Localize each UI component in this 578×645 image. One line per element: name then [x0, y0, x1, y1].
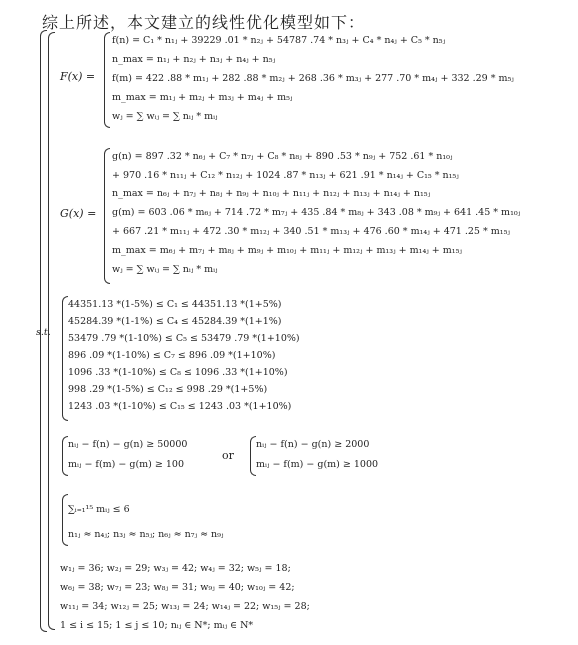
f-line: f(m) = 422 .88 * m₁ⱼ + 282 .88 * m₂ⱼ + 268 .36 * m₃ⱼ + 277 .70 * m₄ⱼ + 332 .29 * m₅ⱼ: [112, 73, 514, 84]
ineq-right-line: nᵢⱼ − f(n) − g(n) ≥ 2000: [256, 439, 370, 450]
section-title: 综上所述，本文建立的线性优化模型如下：: [42, 13, 366, 32]
ineq-left-line: mᵢⱼ − f(m) − g(m) ≥ 100: [68, 459, 184, 470]
c-line: 44351.13 *(1-5%) ≤ C₁ ≤ 44351.13 *(1+5%): [68, 299, 282, 310]
g-line: n_max = n₆ⱼ + n₇ⱼ + n₈ⱼ + n₉ⱼ + n₁₀ⱼ + n₁₁ⱼ + n₁₂ⱼ + n₁₃ⱼ + n₁₄ⱼ + n₁₅ⱼ: [112, 188, 431, 199]
g-line: g(m) = 603 .06 * m₆ⱼ + 714 .72 * m₇ⱼ + 435 .84 * m₈ⱼ + 343 .08 * m₉ⱼ + 641 .45 * m₁₀ⱼ: [112, 207, 521, 218]
or-label: or: [222, 449, 234, 462]
w-line: w₆ⱼ = 38; w₇ⱼ = 23; w₈ⱼ = 31; w₉ⱼ = 40; w₁₀ⱼ = 42;: [60, 582, 295, 593]
g-line: wⱼ = ∑ wᵢⱼ = ∑ nᵢⱼ * mᵢⱼ: [112, 264, 218, 275]
g-brace: [104, 148, 110, 284]
g-line: + 667 .21 * m₁₁ⱼ + 472 .30 * m₁₂ⱼ + 340 .51 * m₁₃ⱼ + 476 .60 * m₁₄ⱼ + 471 .25 * m₁₅ⱼ: [112, 226, 510, 237]
f-line: f(n) = C₁ * n₁ⱼ + 39229 .01 * n₂ⱼ + 54787 .74 * n₃ⱼ + C₄ * n₄ⱼ + C₅ * n₅ⱼ: [112, 35, 446, 46]
ineq-left-line: nᵢⱼ − f(n) − g(n) ≥ 50000: [68, 439, 188, 450]
g-line: g(n) = 897 .32 * n₆ⱼ + C₇ * n₇ⱼ + C₈ * n₈ⱼ + 890 .53 * n₉ⱼ + 752 .61 * n₁₀ⱼ: [112, 151, 453, 162]
sum-line: ∑ᵢ₌₁¹⁵ mᵢⱼ ≤ 6: [68, 504, 130, 515]
c-line: 1243 .03 *(1-10%) ≤ C₁₅ ≤ 1243 .03 *(1+10%): [68, 401, 292, 412]
f-lhs: F(x) =: [60, 70, 96, 83]
c-line: 998 .29 *(1-5%) ≤ C₁₂ ≤ 998 .29 *(1+5%): [68, 384, 268, 395]
c-line: 1096 .33 *(1-10%) ≤ C₈ ≤ 1096 .33 *(1+10%): [68, 367, 288, 378]
c-line: 896 .09 *(1-10%) ≤ C₇ ≤ 896 .09 *(1+10%): [68, 350, 276, 361]
f-line: n_max = n₁ⱼ + n₂ⱼ + n₃ⱼ + n₄ⱼ + n₅ⱼ: [112, 54, 276, 65]
sum-line: n₁ⱼ ≈ n₄ⱼ; n₃ⱼ ≈ n₅ⱼ; n₆ⱼ ≈ n₇ⱼ ≈ n₉ⱼ: [68, 529, 224, 540]
ineq-right-line: mᵢⱼ − f(m) − g(m) ≥ 1000: [256, 459, 379, 470]
f-line: m_max = m₁ⱼ + m₂ⱼ + m₃ⱼ + m₄ⱼ + m₅ⱼ: [112, 92, 293, 103]
c-line: 45284.39 *(1-1%) ≤ C₄ ≤ 45284.39 *(1+1%): [68, 316, 282, 327]
g-lhs: G(x) =: [60, 207, 97, 220]
c-line: 53479 .79 *(1-10%) ≤ C₅ ≤ 53479 .79 *(1+10%): [68, 333, 300, 344]
g-line: m_max = m₆ⱼ + m₇ⱼ + m₈ⱼ + m₉ⱼ + m₁₀ⱼ + m₁₁ⱼ + m₁₂ⱼ + m₁₃ⱼ + m₁₄ⱼ + m₁₅ⱼ: [112, 245, 462, 256]
w-line: w₁₁ⱼ = 34; w₁₂ⱼ = 25; w₁₃ⱼ = 24; w₁₄ⱼ = 22; w₁₅ⱼ = 28;: [60, 601, 310, 612]
f-brace: [104, 32, 110, 128]
g-line: + 970 .16 * n₁₁ⱼ + C₁₂ * n₁₂ⱼ + 1024 .87 * n₁₃ⱼ + 621 .91 * n₁₄ⱼ + C₁₅ * n₁₅ⱼ: [112, 170, 459, 181]
st-label: s.t.: [36, 327, 51, 338]
w-line: w₁ⱼ = 36; w₂ⱼ = 29; w₃ⱼ = 42; w₄ⱼ = 32; w₅ⱼ = 18;: [60, 563, 291, 574]
f-line: wⱼ = ∑ wᵢⱼ = ∑ nᵢⱼ * mᵢⱼ: [112, 111, 218, 122]
w-line: 1 ≤ i ≤ 15; 1 ≤ j ≤ 10; nᵢⱼ ∈ N*; mᵢⱼ ∈ N*: [60, 620, 254, 631]
